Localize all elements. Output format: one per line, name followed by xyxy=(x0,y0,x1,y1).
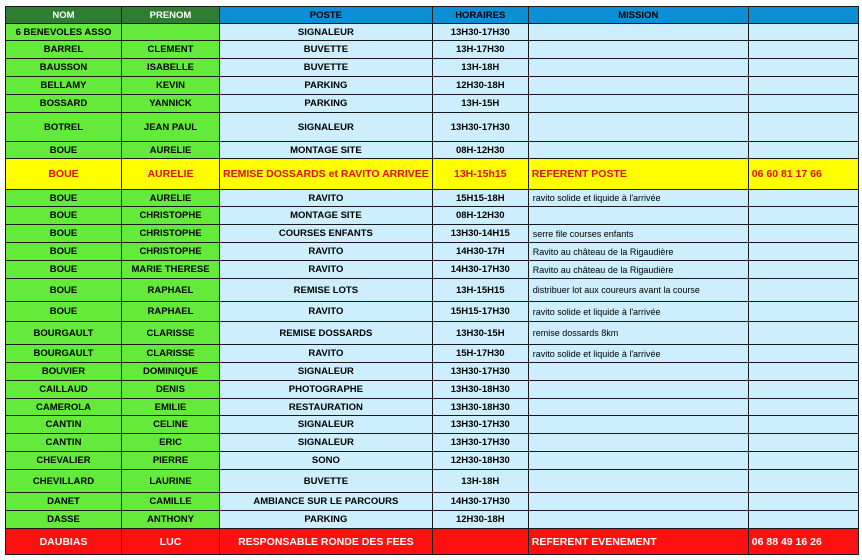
cell-mission[interactable] xyxy=(528,142,748,159)
cell-telephone[interactable] xyxy=(748,77,858,95)
cell-horaires[interactable]: 13H30-18H30 xyxy=(432,381,528,399)
table-row xyxy=(6,416,859,434)
table-row xyxy=(6,95,859,113)
cell-poste[interactable]: PHOTOGRAPHE xyxy=(220,381,433,399)
cell-nom[interactable]: BELLAMY xyxy=(6,77,122,95)
table-row xyxy=(6,77,859,95)
cell-mission[interactable] xyxy=(528,434,748,452)
cell-prenom[interactable]: RAPHAEL xyxy=(122,279,220,302)
cell-horaires[interactable]: 13H-18H xyxy=(432,59,528,77)
cell-prenom[interactable]: LAURINE xyxy=(122,470,220,493)
cell-poste[interactable]: PARKING xyxy=(220,511,433,529)
cell-mission[interactable] xyxy=(528,41,748,59)
table-row xyxy=(6,225,859,243)
cell-nom[interactable]: BOUE xyxy=(6,142,122,159)
cell-horaires[interactable]: 13H30-14H15 xyxy=(432,225,528,243)
cell-telephone[interactable] xyxy=(748,95,858,113)
table-row xyxy=(6,322,859,345)
cell-mission[interactable] xyxy=(528,24,748,41)
cell-horaires[interactable]: 15H15-17H30 xyxy=(432,302,528,322)
header-extra[interactable] xyxy=(748,7,858,24)
header-nom[interactable]: NOM xyxy=(6,7,122,24)
cell-prenom[interactable]: AURELIE xyxy=(122,142,220,159)
cell-nom[interactable]: BAUSSON xyxy=(6,59,122,77)
cell-poste[interactable]: SIGNALEUR xyxy=(220,416,433,434)
cell-horaires[interactable]: 13H-18H xyxy=(432,470,528,493)
header-row xyxy=(6,7,859,24)
cell-prenom[interactable]: CLARISSE xyxy=(122,345,220,363)
cell-mission[interactable] xyxy=(528,399,748,416)
table-row xyxy=(6,41,859,59)
cell-mission[interactable] xyxy=(528,363,748,381)
cell-telephone[interactable] xyxy=(748,452,858,470)
cell-nom[interactable]: CHEVALIER xyxy=(6,452,122,470)
cell-mission[interactable]: REFERENT EVENEMENT xyxy=(528,529,748,555)
header-horaires[interactable]: HORAIRES xyxy=(432,7,528,24)
cell-nom[interactable]: BOUE xyxy=(6,261,122,279)
table-row xyxy=(6,24,859,41)
table-row xyxy=(6,363,859,381)
cell-mission[interactable]: Ravito au château de la Rigaudière xyxy=(528,261,748,279)
volunteer-table xyxy=(5,6,859,555)
cell-telephone[interactable] xyxy=(748,416,858,434)
cell-telephone[interactable] xyxy=(748,59,858,77)
cell-telephone[interactable] xyxy=(748,190,858,207)
cell-mission[interactable] xyxy=(528,77,748,95)
cell-telephone[interactable] xyxy=(748,399,858,416)
cell-mission[interactable] xyxy=(528,416,748,434)
cell-mission[interactable]: REFERENT POSTE xyxy=(528,159,748,190)
cell-prenom[interactable]: YANNICK xyxy=(122,95,220,113)
cell-telephone[interactable] xyxy=(748,243,858,261)
cell-nom[interactable]: BOSSARD xyxy=(6,95,122,113)
cell-horaires[interactable]: 14H30-17H xyxy=(432,243,528,261)
cell-nom[interactable]: BOUE xyxy=(6,225,122,243)
cell-prenom[interactable]: CLEMENT xyxy=(122,41,220,59)
cell-horaires[interactable]: 13H-15H15 xyxy=(432,279,528,302)
cell-horaires[interactable]: 08H-12H30 xyxy=(432,207,528,225)
cell-telephone[interactable] xyxy=(748,142,858,159)
cell-nom[interactable]: BOUE xyxy=(6,243,122,261)
cell-prenom[interactable]: AURELIE xyxy=(122,190,220,207)
cell-telephone[interactable] xyxy=(748,493,858,511)
cell-mission[interactable]: serre file courses enfants xyxy=(528,225,748,243)
cell-telephone[interactable] xyxy=(748,363,858,381)
cell-nom[interactable]: DANET xyxy=(6,493,122,511)
table-row xyxy=(6,470,859,493)
cell-prenom[interactable]: CHRISTOPHE xyxy=(122,243,220,261)
cell-horaires[interactable]: 13H-15H xyxy=(432,95,528,113)
cell-horaires[interactable]: 14H30-17H30 xyxy=(432,493,528,511)
cell-nom[interactable]: BOURGAULT xyxy=(6,345,122,363)
cell-horaires[interactable]: 13H30-17H30 xyxy=(432,363,528,381)
cell-horaires[interactable]: 13H30-17H30 xyxy=(432,24,528,41)
cell-telephone[interactable] xyxy=(748,381,858,399)
cell-poste[interactable]: RAVITO xyxy=(220,243,433,261)
cell-nom[interactable]: CHEVILLARD xyxy=(6,470,122,493)
cell-nom[interactable]: DAUBIAS xyxy=(6,529,122,555)
cell-nom[interactable]: BOUVIER xyxy=(6,363,122,381)
cell-mission[interactable] xyxy=(528,452,748,470)
cell-poste[interactable]: BUVETTE xyxy=(220,41,433,59)
cell-poste[interactable]: RESTAURATION xyxy=(220,399,433,416)
cell-mission[interactable] xyxy=(528,95,748,113)
cell-telephone[interactable]: 06 60 81 17 66 xyxy=(748,159,858,190)
cell-telephone[interactable] xyxy=(748,207,858,225)
cell-mission[interactable]: remise dossards 8km xyxy=(528,322,748,345)
table-row xyxy=(6,434,859,452)
cell-horaires[interactable]: 15H-17H30 xyxy=(432,345,528,363)
cell-prenom[interactable]: MARIE THERESE xyxy=(122,261,220,279)
cell-poste[interactable]: PARKING xyxy=(220,95,433,113)
cell-telephone[interactable] xyxy=(748,345,858,363)
cell-poste[interactable]: RAVITO xyxy=(220,190,433,207)
cell-prenom[interactable]: CHRISTOPHE xyxy=(122,207,220,225)
cell-horaires[interactable]: 08H-12H30 xyxy=(432,142,528,159)
cell-horaires[interactable]: 15H15-18H xyxy=(432,190,528,207)
cell-prenom[interactable]: DENIS xyxy=(122,381,220,399)
cell-prenom[interactable]: ANTHONY xyxy=(122,511,220,529)
cell-telephone[interactable] xyxy=(748,322,858,345)
cell-mission[interactable] xyxy=(528,381,748,399)
cell-nom[interactable]: BOUE xyxy=(6,279,122,302)
cell-prenom[interactable]: ERIC xyxy=(122,434,220,452)
table-row xyxy=(6,493,859,511)
cell-horaires[interactable] xyxy=(432,529,528,555)
cell-nom[interactable]: 6 BENEVOLES ASSO xyxy=(6,24,122,41)
cell-telephone[interactable] xyxy=(748,261,858,279)
cell-telephone[interactable] xyxy=(748,24,858,41)
cell-horaires[interactable]: 13H30-17H30 xyxy=(432,434,528,452)
cell-nom[interactable]: CAILLAUD xyxy=(6,381,122,399)
cell-horaires[interactable]: 13H30-18H30 xyxy=(432,399,528,416)
table-row xyxy=(6,59,859,77)
cell-poste[interactable]: SIGNALEUR xyxy=(220,113,433,142)
cell-prenom[interactable]: ISABELLE xyxy=(122,59,220,77)
cell-horaires[interactable]: 13H30-15H xyxy=(432,322,528,345)
cell-prenom[interactable]: AURELIE xyxy=(122,159,220,190)
cell-poste[interactable]: SIGNALEUR xyxy=(220,434,433,452)
cell-telephone[interactable] xyxy=(748,41,858,59)
cell-telephone[interactable] xyxy=(748,225,858,243)
cell-prenom[interactable] xyxy=(122,24,220,41)
table-row xyxy=(6,302,859,322)
cell-nom[interactable]: BARREL xyxy=(6,41,122,59)
table-row xyxy=(6,113,859,142)
cell-prenom[interactable]: PIERRE xyxy=(122,452,220,470)
cell-poste[interactable]: REMISE DOSSARDS et RAVITO ARRIVEE xyxy=(220,159,433,190)
table-row xyxy=(6,207,859,225)
cell-nom[interactable]: CANTIN xyxy=(6,416,122,434)
cell-prenom[interactable]: JEAN PAUL xyxy=(122,113,220,142)
cell-nom[interactable]: BOUE xyxy=(6,190,122,207)
cell-poste[interactable]: PARKING xyxy=(220,77,433,95)
cell-nom[interactable]: BOUE xyxy=(6,207,122,225)
cell-horaires[interactable]: 14H30-17H30 xyxy=(432,261,528,279)
cell-poste[interactable]: AMBIANCE SUR LE PARCOURS xyxy=(220,493,433,511)
cell-poste[interactable]: MONTAGE SITE xyxy=(220,207,433,225)
cell-mission[interactable] xyxy=(528,493,748,511)
cell-poste[interactable]: REMISE LOTS xyxy=(220,279,433,302)
cell-prenom[interactable]: DOMINIQUE xyxy=(122,363,220,381)
header-mission[interactable]: MISSION xyxy=(528,7,748,24)
cell-poste[interactable]: RAVITO xyxy=(220,302,433,322)
cell-telephone[interactable] xyxy=(748,470,858,493)
cell-nom[interactable]: DASSE xyxy=(6,511,122,529)
cell-nom[interactable]: BOUE xyxy=(6,159,122,190)
cell-poste[interactable]: COURSES ENFANTS xyxy=(220,225,433,243)
cell-mission[interactable]: ravito solide et liquide à l'arrivée xyxy=(528,302,748,322)
table-row xyxy=(6,381,859,399)
cell-telephone[interactable] xyxy=(748,113,858,142)
header-prenom[interactable]: PRENOM xyxy=(122,7,220,24)
cell-prenom[interactable]: LUC xyxy=(122,529,220,555)
cell-prenom[interactable]: CHRISTOPHE xyxy=(122,225,220,243)
cell-mission[interactable]: Ravito au château de la Rigaudière xyxy=(528,243,748,261)
cell-telephone[interactable]: 06 88 49 16 26 xyxy=(748,529,858,555)
table-row xyxy=(6,190,859,207)
cell-prenom[interactable]: CELINE xyxy=(122,416,220,434)
cell-prenom[interactable]: RAPHAEL xyxy=(122,302,220,322)
table-row xyxy=(6,142,859,159)
table-row xyxy=(6,452,859,470)
cell-telephone[interactable] xyxy=(748,434,858,452)
cell-prenom[interactable]: EMILIE xyxy=(122,399,220,416)
cell-poste[interactable]: SONO xyxy=(220,452,433,470)
spreadsheet xyxy=(5,6,859,555)
table-body xyxy=(6,24,859,555)
cell-horaires[interactable]: 12H30-18H xyxy=(432,77,528,95)
cell-prenom[interactable]: CLARISSE xyxy=(122,322,220,345)
cell-poste[interactable]: RAVITO xyxy=(220,261,433,279)
cell-horaires[interactable]: 13H-15h15 xyxy=(432,159,528,190)
cell-horaires[interactable]: 13H-17H30 xyxy=(432,41,528,59)
header-poste[interactable]: POSTE xyxy=(220,7,433,24)
cell-poste[interactable]: BUVETTE xyxy=(220,59,433,77)
cell-poste[interactable]: SIGNALEUR xyxy=(220,363,433,381)
table-row xyxy=(6,345,859,363)
table-row xyxy=(6,159,859,190)
cell-horaires[interactable]: 13H30-17H30 xyxy=(432,113,528,142)
cell-mission[interactable]: ravito solide et liquide à l'arrivée xyxy=(528,190,748,207)
cell-mission[interactable] xyxy=(528,113,748,142)
cell-telephone[interactable] xyxy=(748,302,858,322)
cell-nom[interactable]: CAMEROLA xyxy=(6,399,122,416)
cell-nom[interactable]: CANTIN xyxy=(6,434,122,452)
cell-poste[interactable]: SIGNALEUR xyxy=(220,24,433,41)
cell-nom[interactable]: BOTREL xyxy=(6,113,122,142)
table-row xyxy=(6,399,859,416)
cell-mission[interactable] xyxy=(528,511,748,529)
table-row xyxy=(6,261,859,279)
cell-poste[interactable]: RESPONSABLE RONDE DES FEES xyxy=(220,529,433,555)
cell-horaires[interactable]: 12H30-18H xyxy=(432,511,528,529)
table-row xyxy=(6,511,859,529)
cell-telephone[interactable] xyxy=(748,279,858,302)
cell-prenom[interactable]: CAMILLE xyxy=(122,493,220,511)
cell-mission[interactable] xyxy=(528,59,748,77)
cell-mission[interactable]: ravito solide et liquide à l'arrivée xyxy=(528,345,748,363)
cell-mission[interactable]: distribuer lot aux coureurs avant la course xyxy=(528,279,748,302)
cell-poste[interactable]: REMISE DOSSARDS xyxy=(220,322,433,345)
cell-mission[interactable] xyxy=(528,207,748,225)
table-row xyxy=(6,243,859,261)
cell-prenom[interactable]: KEVIN xyxy=(122,77,220,95)
cell-horaires[interactable]: 12H30-18H30 xyxy=(432,452,528,470)
cell-poste[interactable]: BUVETTE xyxy=(220,470,433,493)
cell-poste[interactable]: RAVITO xyxy=(220,345,433,363)
cell-nom[interactable]: BOUE xyxy=(6,302,122,322)
cell-telephone[interactable] xyxy=(748,511,858,529)
cell-horaires[interactable]: 13H30-17H30 xyxy=(432,416,528,434)
cell-mission[interactable] xyxy=(528,470,748,493)
cell-poste[interactable]: MONTAGE SITE xyxy=(220,142,433,159)
cell-nom[interactable]: BOURGAULT xyxy=(6,322,122,345)
table-row xyxy=(6,529,859,555)
table-row xyxy=(6,279,859,302)
